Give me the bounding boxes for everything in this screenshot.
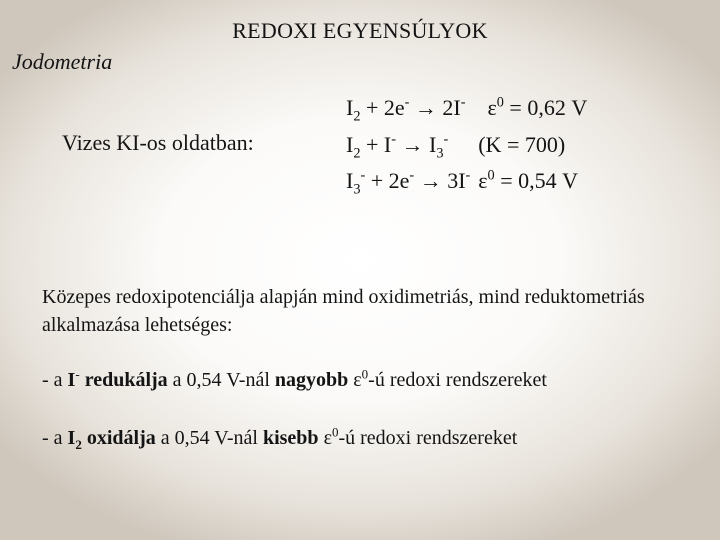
equation-1: $I_2 + 2e^- \to 2I^-$ $\varepsilon^0 = 0,62$ V (346, 94, 588, 125)
arrow-icon: → (414, 168, 448, 193)
arrow-icon: → (409, 95, 443, 120)
conditions-label: Vizes KI-os oldatban: (62, 130, 254, 155)
page-subtitle: Jodometria (12, 49, 113, 74)
explanation-paragraph: Közepes redoxipotenciálja alapján mind oxidimetriás, mind reduktometriás alkalmazása lehetséges: (42, 286, 645, 336)
bullet-oxidizes: - a $I_2$ oxidálja a 0,54 V-nál kisebb $\varepsilon^0-ú$ redoxi rendszereket (42, 424, 518, 452)
page-title: REDOXI EGYENSÚLYOK (232, 18, 488, 43)
equation-2: $I_2 + I^- \to I_3^-$ (K = 700) (346, 131, 566, 162)
equilibrium-constant: (K = 700) (478, 132, 566, 157)
equation-3: $I_3^- + 2e^- \to 3I^-$ $\varepsilon^0 = 0,54$ V (346, 167, 578, 198)
bullet-reduces: - a I- redukálja a 0,54 V-nál nagyobb $\varepsilon^0-ú$ redoxi rendszereket (42, 366, 547, 391)
arrow-icon: → (395, 132, 429, 157)
